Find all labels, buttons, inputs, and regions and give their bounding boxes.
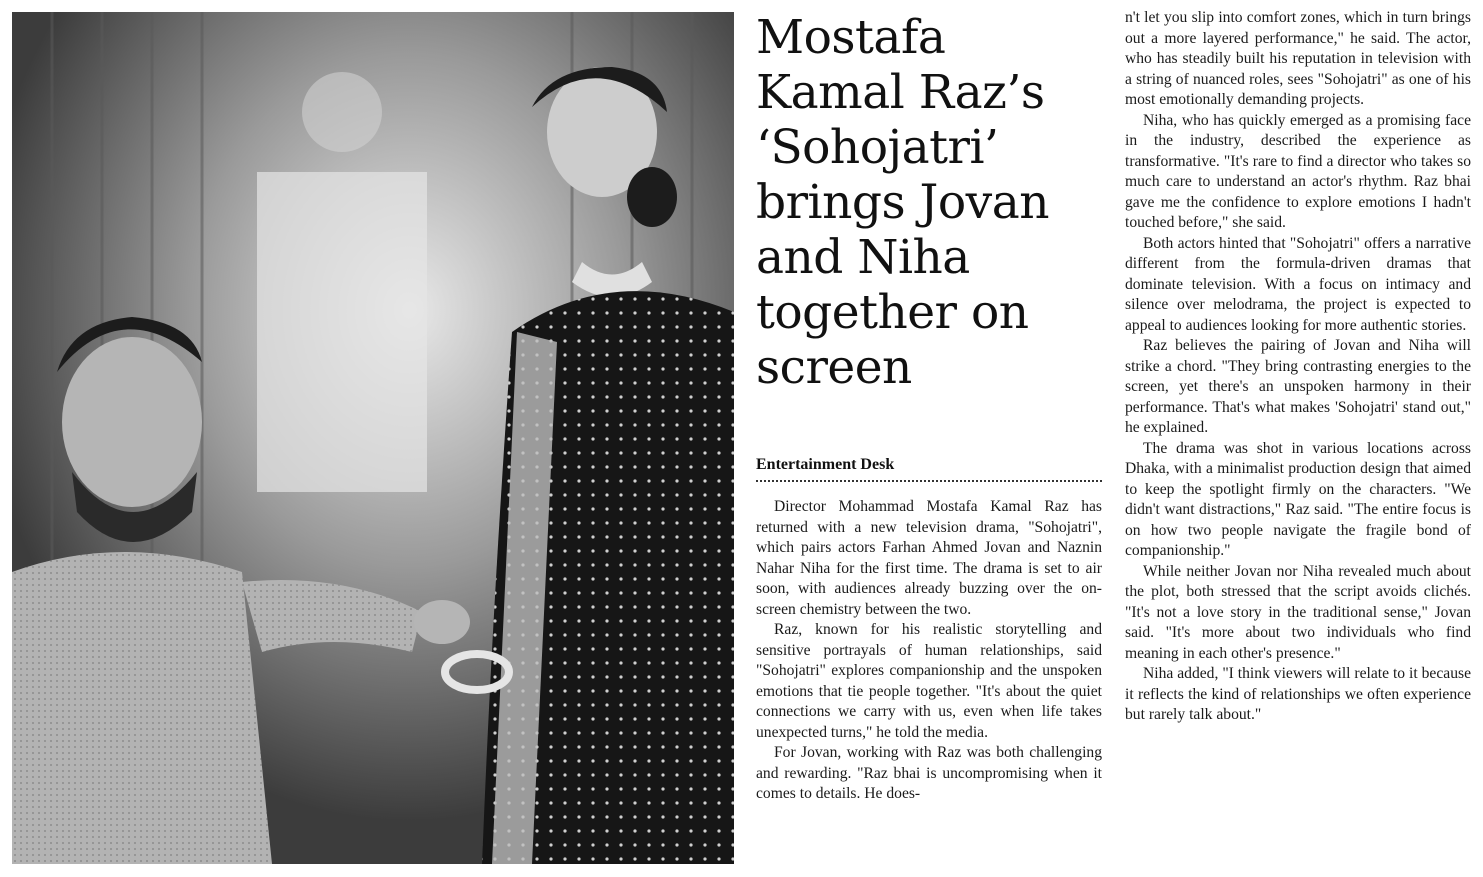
article-paragraph: Raz believes the pairing of Jovan and Niha will strike a chord. "They bring contrasting energies to the screen, yet there's an unspoken harmony in their performance. That's what makes 'Sohojatri' stand out," he explained.	[1125, 337, 1471, 436]
article-paragraph: n't let you slip into comfort zones, which in turn brings out a more layered performance," he said. The actor, who has steadily built his reputation in television with a string of nuanced roles, sees "Sohojatri" as one of his most emotionally demanding projects.	[1125, 9, 1471, 108]
article-column-right	[1125, 8, 1471, 726]
article-paragraph: Raz, known for his realistic storytelling and sensitive portrayals of human relationships, said "Sohojatri" explores companionship and the unspoken emotions that tie people together. "It's about the quiet connections we carry with us, even when life takes unexpected turns," he told the media.	[756, 621, 1102, 741]
article-byline: Entertainment Desk	[756, 456, 1102, 482]
article-paragraph: Niha, who has quickly emerged as a promising face in the industry, described the experience as transformative. "It's rare to find a director who takes so much care to understand an actor's rhythm. Raz bhai gave me the confidence to explore emotions I hadn't touched before," she said.	[1125, 111, 1471, 231]
article-headline: Mostafa Kamal Raz’s ‘Sohojatri’ brings Jovan and Niha together on screen	[756, 10, 1049, 395]
photo-illustration	[12, 12, 734, 864]
article-paragraph: Niha added, "I think viewers will relate to it because it reflects the kind of relationships we often experience but rarely talk about."	[1125, 665, 1471, 723]
article-paragraph: The drama was shot in various locations across Dhaka, with a minimalist production design that aimed to keep the spotlight firmly on the characters. "We didn't want distractions," Raz said. "The entire focus is on how two people navigate the fragile bond of companionship."	[1125, 439, 1471, 559]
article-paragraph: Director Mohammad Mostafa Kamal Raz has returned with a new television drama, "Sohojatri", which pairs actors Farhan Ahmed Jovan and Naznin Nahar Niha for the first time. The drama is set to air soon, with audiences already buzzing over the on-screen chemistry between the two.	[756, 498, 1102, 618]
article-paragraph: For Jovan, working with Raz was both challenging and rewarding. "Raz bhai is uncompromising when it comes to details. He does-	[756, 744, 1102, 802]
article-photo	[12, 12, 734, 864]
article-paragraph: While neither Jovan nor Niha revealed much about the plot, both stressed that the script avoids clichés. "It's not a love story in the traditional sense," Jovan said. "It's more about two individuals who find meaning in each other's presence."	[1125, 562, 1471, 662]
article-column-left	[756, 497, 1102, 805]
article-paragraph: Both actors hinted that "Sohojatri" offers a narrative different from the formula-driven dramas that dominate television. With a focus on intimacy and silence over melodrama, the project is expected to appeal to audiences looking for more authentic stories.	[1125, 234, 1471, 334]
